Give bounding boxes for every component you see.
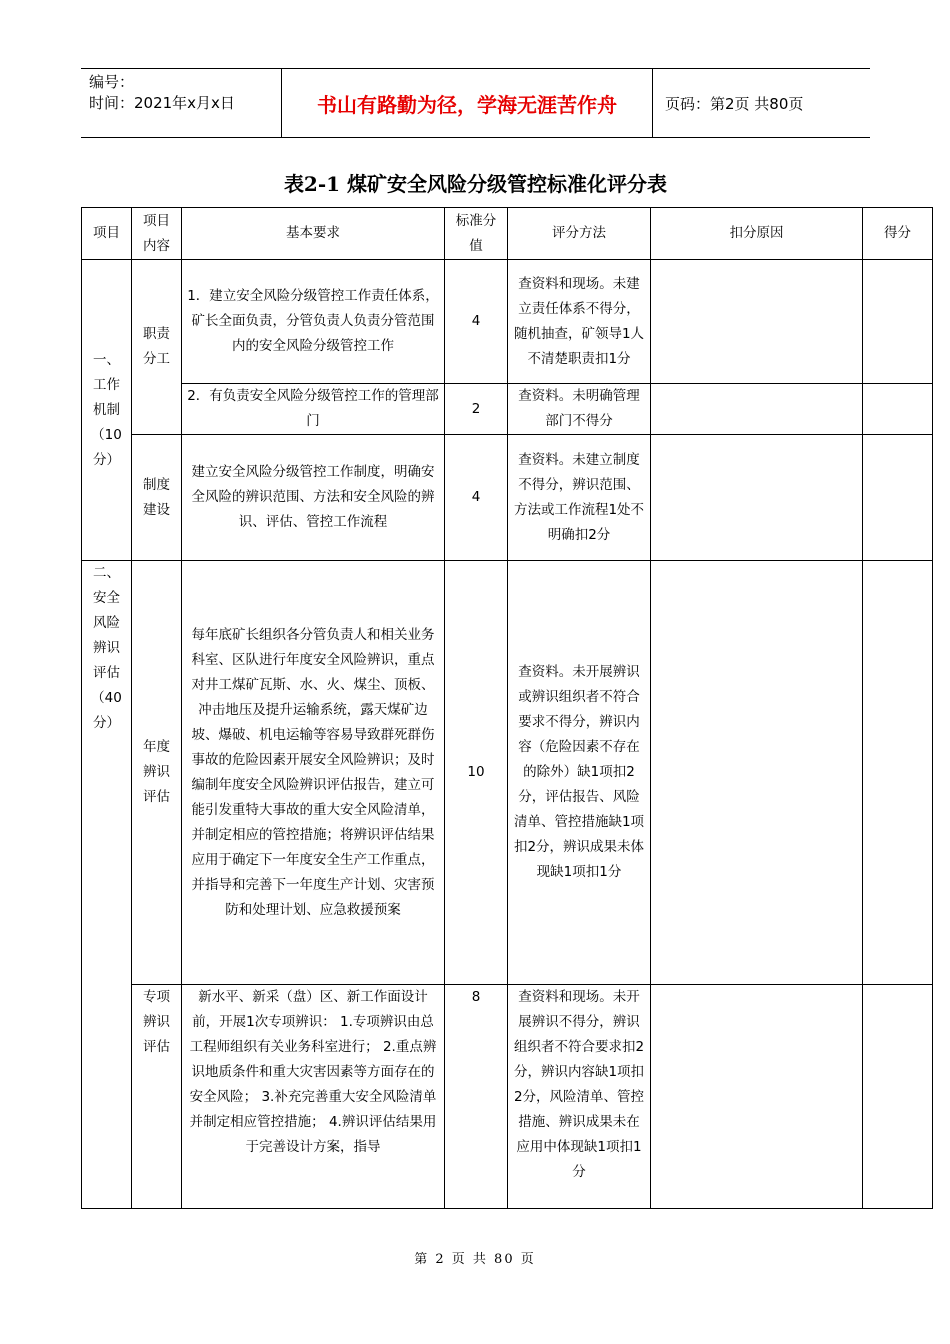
- header-project: 项目: [82, 208, 132, 260]
- item-content: 专项辨识评估: [132, 985, 182, 1209]
- table-header-row: [82, 208, 933, 260]
- document-time-label: 时间：2021年x月x日: [89, 94, 235, 112]
- item-requirement: 1．建立安全风险分级管控工作责任体系，矿长全面负责，分管负责人负责分管范围内的安全风险分级管控工作: [182, 260, 445, 384]
- scoring-table: [81, 207, 933, 1209]
- score-cell: [863, 384, 933, 435]
- page-header: [81, 68, 870, 138]
- header-page-info: 页码：第2页 共80页: [665, 94, 804, 113]
- score-cell: [863, 260, 933, 384]
- page-footer: 第 2 页 共 80 页: [414, 1252, 536, 1267]
- table-row: [82, 561, 933, 985]
- header-motto: 书山有路勤为径，学海无涯苦作舟: [282, 69, 653, 137]
- item-method: 查资料。未建立制度不得分，辨识范围、方法或工作流程1处不明确扣2分: [508, 435, 651, 561]
- document-number-label: 编号：: [89, 73, 135, 91]
- deduct-cell: [651, 435, 863, 561]
- header-requirement: 基本要求: [182, 208, 445, 260]
- item-score: 4: [445, 435, 508, 561]
- deduct-cell: [651, 561, 863, 985]
- table-row: [82, 384, 933, 435]
- section-project: 一、工作机制（10分）: [82, 260, 132, 561]
- score-cell: [863, 985, 933, 1209]
- item-requirement: 新水平、新采（盘）区、新工作面设计前，开展1次专项辨识： 1.专项辨识由总工程师组织有关业务科室进行； 2.重点辨识地质条件和重大灾害因素等方面存在的安全风险； 3.补充完善重大安全风险清单并制定相应管控措施； 4.辨识评估结果用于完善设计方案，指导: [182, 985, 445, 1209]
- item-requirement: 建立安全风险分级管控工作制度，明确安全风险的辨识范围、方法和安全风险的辨识、评估、管控工作流程: [182, 435, 445, 561]
- item-method: 查资料和现场。未开展辨识不得分，辨识组织者不符合要求扣2分，辨识内容缺1项扣2分，风险清单、管控措施、辨识成果未在应用中体现缺1项扣1分: [508, 985, 651, 1209]
- item-requirement: 2．有负责安全风险分级管控工作的管理部门: [182, 384, 445, 435]
- item-content: 职责分工: [132, 260, 182, 435]
- section-project: 二、安全风险辨识评估（40分）: [82, 561, 132, 1209]
- header-deduct: 扣分原因: [651, 208, 863, 260]
- header-meta: [81, 69, 282, 137]
- deduct-cell: [651, 260, 863, 384]
- header-score: 得分: [863, 208, 933, 260]
- table-row: [82, 260, 933, 384]
- item-method: 查资料和现场。未建立责任体系不得分，随机抽查，矿领导1人不清楚职责扣1分: [508, 260, 651, 384]
- item-requirement: 每年底矿长组织各分管负责人和相关业务科室、区队进行年度安全风险辨识，重点对井工煤矿瓦斯、水、火、煤尘、顶板、冲击地压及提升运输系统，露天煤矿边坡、爆破、机电运输等容易导致群死群伤事故的危险因素开展安全风险辨识；及时编制年度安全风险辨识评估报告，建立可能引发重特大事故的重大安全风险清单，并制定相应的管控措施；将辨识评估结果应用于确定下一年度安全生产工作重点，并指导和完善下一年度生产计划、灾害预防和处理计划、应急救援预案: [182, 561, 445, 985]
- header-score-std: 标准分值: [445, 208, 508, 260]
- item-content: 制度建设: [132, 435, 182, 561]
- item-method: 查资料。未开展辨识或辨识组织者不符合要求不得分，辨识内容（危险因素不存在的除外）缺1项扣2分，评估报告、风险清单、管控措施缺1项扣2分，辨识成果未体现缺1项扣1分: [508, 561, 651, 985]
- item-score: 2: [445, 384, 508, 435]
- item-score: 4: [445, 260, 508, 384]
- item-score: 10: [445, 561, 508, 985]
- deduct-cell: [651, 985, 863, 1209]
- table-row: [82, 435, 933, 561]
- header-content: 项目内容: [132, 208, 182, 260]
- deduct-cell: [651, 384, 863, 435]
- score-cell: [863, 435, 933, 561]
- item-method: 查资料。未明确管理部门不得分: [508, 384, 651, 435]
- table-row: [82, 985, 933, 1209]
- score-cell: [863, 561, 933, 985]
- item-score: 8: [445, 985, 508, 1209]
- table-title: 表2-1 煤矿安全风险分级管控标准化评分表: [283, 172, 668, 196]
- item-content: 年度辨识评估: [132, 561, 182, 985]
- header-method: 评分方法: [508, 208, 651, 260]
